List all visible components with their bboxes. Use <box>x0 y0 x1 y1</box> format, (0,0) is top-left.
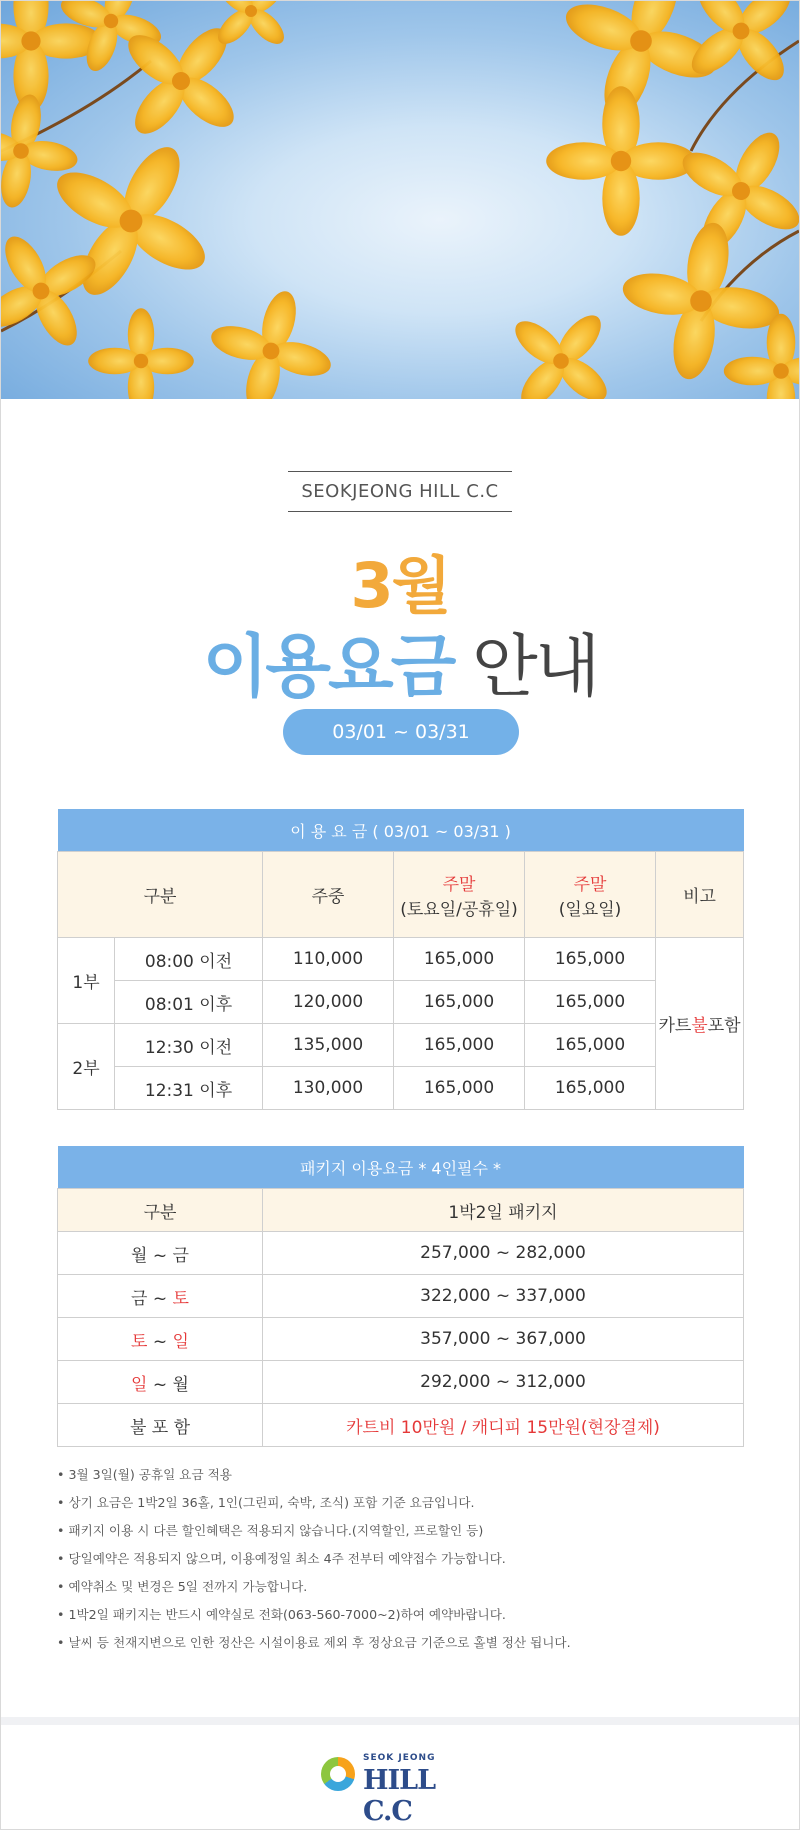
header-remarks: 비고 <box>656 852 744 938</box>
notes-list <box>57 1461 747 1657</box>
header-weekend-sun-label: 주말 <box>573 874 607 895</box>
time-cell: 12:31 이후 <box>115 1067 263 1110</box>
package-header-category: 구분 <box>58 1189 263 1232</box>
part-label-2: 2부 <box>58 1024 115 1110</box>
logo-big-text: HILL C.C <box>363 1765 436 1827</box>
weekday-price: 130,000 <box>263 1067 394 1110</box>
package-table-caption: 패키지 이용요금 * 4인필수 * <box>58 1146 744 1189</box>
remark-pre: 카트 <box>658 1016 692 1036</box>
day-from: 금 <box>131 1288 148 1309</box>
page-title <box>1 613 799 710</box>
header-weekend-sat-label: 주말 <box>442 874 476 895</box>
header-weekend-sat-sub: (토요일/공휴일) <box>400 899 518 920</box>
day-range <box>58 1361 263 1404</box>
table-row <box>58 1232 744 1275</box>
sat-price: 165,000 <box>394 1024 525 1067</box>
day-to: 일 <box>172 1331 189 1352</box>
time-cell: 12:30 이전 <box>115 1024 263 1067</box>
package-table <box>57 1146 744 1447</box>
remark-post: 포함 <box>707 1016 741 1036</box>
day-range <box>58 1275 263 1318</box>
fee-table <box>57 809 744 1110</box>
fee-table-caption: 이 용 요 금 ( 03/01 ~ 03/31 ) <box>58 809 744 852</box>
table-row <box>58 1275 744 1318</box>
day-sep: ~ <box>147 1288 173 1309</box>
sun-price: 165,000 <box>525 981 656 1024</box>
flower-illustration <box>1 1 799 399</box>
weekday-price: 120,000 <box>263 981 394 1024</box>
title-highlight: 이용요금 <box>202 628 454 707</box>
footer-divider <box>1 1717 799 1725</box>
logo-small-text: SEOK JEONG <box>363 1753 436 1763</box>
package-price: 322,000 ~ 337,000 <box>263 1275 744 1318</box>
excluded-value: 카트비 10만원 / 캐디피 15만원(현장결제) <box>263 1404 744 1447</box>
sun-price: 165,000 <box>525 938 656 981</box>
header-weekend-sat <box>394 852 525 938</box>
sat-price: 165,000 <box>394 981 525 1024</box>
header-category: 구분 <box>58 852 263 938</box>
header-weekend-sun-sub: (일요일) <box>558 899 622 920</box>
month-title: 3월 <box>350 549 450 622</box>
day-from: 토 <box>131 1331 148 1352</box>
package-price: 257,000 ~ 282,000 <box>263 1232 744 1275</box>
list-item: • 1박2일 패키지는 반드시 예약실로 전화(063-560-7000~2)하여 예약바랍니다. <box>57 1601 747 1629</box>
package-header-package: 1박2일 패키지 <box>263 1189 744 1232</box>
brand-line <box>1 471 799 512</box>
day-sep: ~ <box>147 1374 173 1395</box>
weekday-price: 135,000 <box>263 1024 394 1067</box>
list-item: • 상기 요금은 1박2일 36홀, 1인(그린피, 숙박, 조식) 포함 기준 요금입니다. <box>57 1489 747 1517</box>
title-rest: 안내 <box>472 628 598 707</box>
logo-icon <box>321 1757 355 1791</box>
remark-red: 불 <box>691 1016 708 1036</box>
list-item: • 예약취소 및 변경은 5일 전까지 가능합니다. <box>57 1573 747 1601</box>
day-range <box>58 1232 263 1275</box>
sat-price: 165,000 <box>394 1067 525 1110</box>
day-to: 금 <box>172 1245 189 1266</box>
sun-price: 165,000 <box>525 1024 656 1067</box>
day-to: 월 <box>172 1374 189 1395</box>
list-item: • 당일예약은 적용되지 않으며, 이용예정일 최소 4주 전부터 예약접수 가능합니다. <box>57 1545 747 1573</box>
table-row <box>58 1024 744 1067</box>
footer-logo <box>321 1753 481 1827</box>
part-label-1: 1부 <box>58 938 115 1024</box>
sun-price: 165,000 <box>525 1067 656 1110</box>
package-price: 357,000 ~ 367,000 <box>263 1318 744 1361</box>
sat-price: 165,000 <box>394 938 525 981</box>
excluded-label: 불 포 함 <box>58 1404 263 1447</box>
table-row <box>58 938 744 981</box>
list-item: • 3월 3일(월) 공휴일 요금 적용 <box>57 1461 747 1489</box>
table-row <box>58 1361 744 1404</box>
list-item: • 패키지 이용 시 다른 할인혜택은 적용되지 않습니다.(지역할인, 프로할인 등) <box>57 1517 747 1545</box>
header-weekday: 주중 <box>263 852 394 938</box>
day-range <box>58 1318 263 1361</box>
period-badge: 03/01 ~ 03/31 <box>283 709 519 755</box>
fee-table-header <box>58 852 744 938</box>
list-item: • 날씨 등 천재지변으로 인한 정산은 시설이용료 제외 후 정상요금 기준으로 홀별 정산 됩니다. <box>57 1629 747 1657</box>
day-from: 일 <box>131 1374 148 1395</box>
day-sep: ~ <box>147 1331 173 1352</box>
hero-image <box>1 1 799 399</box>
day-to: 토 <box>172 1288 189 1309</box>
table-row <box>58 981 744 1024</box>
weekday-price: 110,000 <box>263 938 394 981</box>
day-from: 월 <box>131 1245 148 1266</box>
time-cell: 08:01 이후 <box>115 981 263 1024</box>
day-sep: ~ <box>147 1245 173 1266</box>
table-row <box>58 1404 744 1447</box>
table-row <box>58 1318 744 1361</box>
package-price: 292,000 ~ 312,000 <box>263 1361 744 1404</box>
table-row <box>58 1067 744 1110</box>
brand-name: SEOKJEONG HILL C.C <box>288 471 512 512</box>
time-cell: 08:00 이전 <box>115 938 263 981</box>
header-weekend-sun <box>525 852 656 938</box>
remarks-cell <box>656 938 744 1110</box>
package-table-header <box>58 1189 744 1232</box>
